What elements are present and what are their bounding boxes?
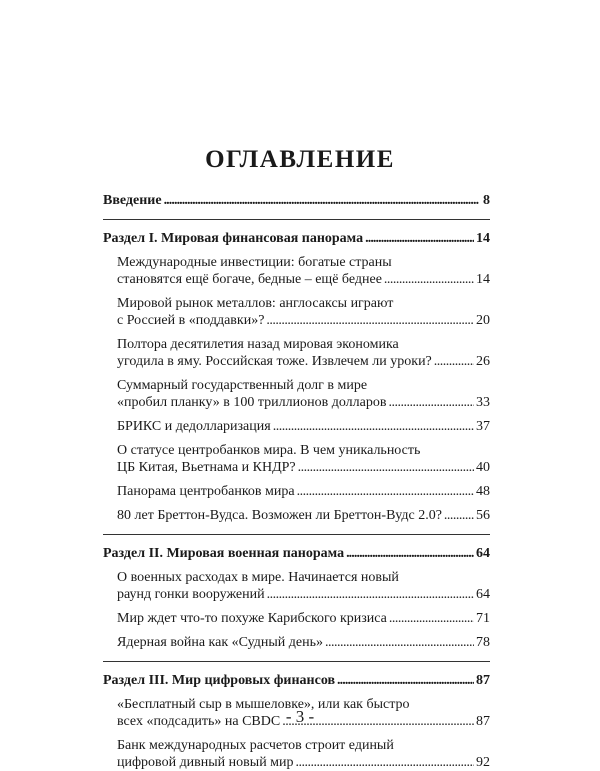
toc-entry-label: Введение bbox=[103, 193, 162, 208]
toc-item bbox=[117, 634, 490, 651]
toc-page-number: 64 bbox=[476, 587, 490, 602]
table-of-contents bbox=[103, 192, 490, 771]
toc-item bbox=[117, 610, 490, 627]
toc-section-label: Раздел III. Мир цифровых финансов bbox=[103, 673, 336, 688]
page-title: ОГЛАВЛЕНИЕ bbox=[205, 146, 395, 173]
toc-item-line: Полтора десятилетия назад мировая экономика bbox=[117, 337, 399, 352]
toc-section-1 bbox=[103, 230, 490, 524]
toc-item-line: Банк международных расчетов строит единый bbox=[117, 738, 394, 753]
toc-item-line: Панорама центробанков мира bbox=[117, 484, 295, 499]
toc-page-number: 48 bbox=[476, 484, 490, 499]
divider bbox=[103, 661, 490, 662]
dot-leader bbox=[266, 312, 474, 329]
toc-item bbox=[117, 418, 490, 435]
toc-item-line: Ядерная война как «Судный день» bbox=[117, 635, 323, 650]
toc-item-line: 80 лет Бреттон-Вудса. Возможен ли Бреттон-Вудс 2.0? bbox=[117, 508, 442, 523]
dot-leader bbox=[384, 271, 474, 288]
toc-page-number: 40 bbox=[476, 460, 490, 475]
toc-page-number: 92 bbox=[476, 755, 490, 770]
dot-leader bbox=[325, 634, 474, 651]
dot-leader bbox=[389, 610, 474, 627]
toc-page-number: 37 bbox=[476, 419, 490, 434]
toc-page-number: 87 bbox=[476, 714, 490, 729]
toc-section-heading bbox=[103, 672, 490, 689]
toc-page-number: 71 bbox=[476, 611, 490, 626]
dot-leader bbox=[267, 586, 474, 603]
toc-item bbox=[117, 569, 490, 603]
dot-leader bbox=[298, 459, 474, 476]
toc-page-number: 20 bbox=[476, 313, 490, 328]
toc-item bbox=[117, 507, 490, 524]
dot-leader bbox=[337, 672, 474, 689]
toc-page-number: 64 bbox=[476, 546, 490, 561]
toc-item bbox=[117, 737, 490, 771]
toc-page-number: 26 bbox=[476, 354, 490, 369]
toc-page-number: 78 bbox=[476, 635, 490, 650]
dot-leader bbox=[297, 483, 474, 500]
toc-section-heading bbox=[103, 545, 490, 562]
toc-item-line: всех «подсадить» на CBDC bbox=[117, 714, 281, 729]
toc-item-line: становятся ещё богаче, бедные – ещё беднее bbox=[117, 272, 382, 287]
toc-item-line: «Бесплатный сыр в мышеловке», или как быстро bbox=[117, 697, 410, 712]
toc-item bbox=[117, 377, 490, 411]
toc-entry-intro bbox=[103, 192, 490, 209]
toc-item-line: Мировой рынок металлов: англосаксы играют bbox=[117, 296, 394, 311]
toc-page-number: 56 bbox=[476, 508, 490, 523]
toc-item-line: ЦБ Китая, Вьетнама и КНДР? bbox=[117, 460, 296, 475]
toc-item bbox=[117, 254, 490, 288]
divider bbox=[103, 219, 490, 220]
toc-page-number: 14 bbox=[476, 272, 490, 287]
toc-item-line: цифровой дивный новый мир bbox=[117, 755, 294, 770]
toc-section-2 bbox=[103, 545, 490, 651]
toc-section-heading bbox=[103, 230, 490, 247]
dot-leader bbox=[346, 545, 474, 562]
toc-item-line: раунд гонки вооружений bbox=[117, 587, 265, 602]
dot-leader bbox=[273, 418, 474, 435]
toc-item-line: угодила в яму. Российская тоже. Извлечем ли уроки? bbox=[117, 354, 432, 369]
dot-leader bbox=[365, 230, 474, 247]
page-number: - 3 - bbox=[285, 707, 315, 726]
toc-item bbox=[117, 483, 490, 500]
toc-page-number: 14 bbox=[476, 231, 490, 246]
dot-leader bbox=[434, 353, 474, 370]
toc-item-line: БРИКС и дедолларизация bbox=[117, 419, 271, 434]
divider bbox=[103, 534, 490, 535]
toc-page-number: 87 bbox=[476, 673, 490, 688]
toc-item bbox=[117, 336, 490, 370]
toc-item-line: О военных расходах в мире. Начинается новый bbox=[117, 570, 399, 585]
toc-item-line: Суммарный государственный долг в мире bbox=[117, 378, 368, 393]
toc-item bbox=[117, 295, 490, 329]
dot-leader bbox=[388, 394, 474, 411]
toc-item-line: с Россией в «поддавки»? bbox=[117, 313, 265, 328]
toc-item bbox=[117, 442, 490, 476]
toc-item-line: О статусе центробанков мира. В чем уникальность bbox=[117, 443, 421, 458]
toc-item-line: Международные инвестиции: богатые страны bbox=[117, 255, 392, 270]
toc-section-label: Раздел I. Мировая финансовая панорама bbox=[103, 231, 364, 246]
dot-leader bbox=[296, 754, 474, 771]
dot-leader bbox=[164, 192, 481, 209]
dot-leader bbox=[444, 507, 474, 524]
toc-page-number: 8 bbox=[483, 193, 490, 208]
toc-page-number: 33 bbox=[476, 395, 490, 410]
toc-item-line: Мир ждет что-то похуже Карибского кризиса bbox=[117, 611, 387, 626]
toc-section-label: Раздел II. Мировая военная панорама bbox=[103, 546, 345, 561]
toc-item-line: «пробил планку» в 100 триллионов долларов bbox=[117, 395, 387, 410]
